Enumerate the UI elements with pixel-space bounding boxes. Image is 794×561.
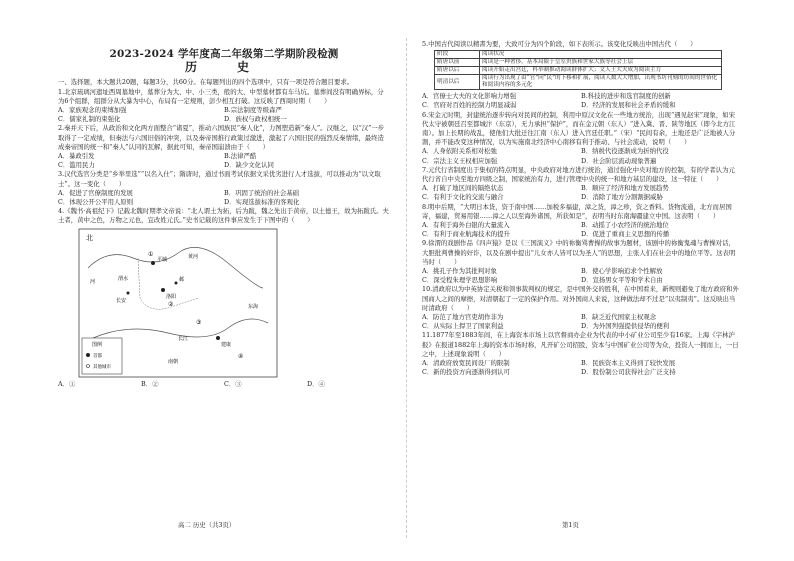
right-question-4 [422, 239, 740, 285]
map-marker-4: ④ [238, 352, 244, 360]
option-c[interactable]: C．深受程朱理学思想影响 [422, 276, 498, 285]
option-a[interactable]: A．人身依附关系相对松弛 [422, 147, 497, 156]
question-stem: 3.汉代选官分类是“乡举里选”“以名入仕”；隋唐时，通过书面考试依据文采优劣进行人才选拔，可以推动为“以文取士”。这一变化（ ） [58, 170, 381, 188]
q5-options [422, 92, 740, 110]
option-a[interactable]: A．暴政引发 [58, 152, 95, 161]
option-a[interactable]: A．促进了官僚制度的发展 [58, 188, 133, 197]
option-c[interactable]: C．从实际上捍卫了国家利益 [422, 322, 504, 331]
q5-option-b[interactable]: B.科技的进步和选官制度的创新 [581, 92, 671, 101]
q4-options [58, 380, 390, 389]
legend-city: 其他城市 [93, 364, 111, 370]
option-a[interactable]: A．防范了地方官吏胡作非为 [422, 313, 504, 322]
question-options [58, 152, 390, 170]
option-d[interactable]: D．消除了地方分割割据威胁 [581, 193, 663, 202]
left-question-3 [58, 170, 390, 207]
question-stem: 9.徐渭的戏剧作品《四声猿》是以《三国演义》中的祢衡骂曹操的故事为题材，该剧中的祢衡鬼魂与曹操对话，大胆批判曹操的奸诈，以及在剧中提出“儿女亦人皆可以为圣人”的思想，主张人们在社会中的地位平等。这表明当时（ ） [422, 239, 736, 266]
q4-option-a[interactable]: A．① [58, 379, 76, 388]
map-svg [78, 228, 278, 378]
map-label-weishui: 渭水 [118, 275, 129, 282]
column-divider [406, 38, 407, 538]
option-c[interactable]: C．有利于文化的交流与融合 [422, 193, 504, 202]
q5-header-status: 阅读状况 [480, 51, 722, 59]
city-changan [127, 291, 130, 294]
subject-title: 历 史 [184, 60, 263, 75]
question-stem: 6.宋金元时期，封建统治逐步转向对民间的控制，利用中原汉文化在一些地方统治，出现“遇见赵宋”现象，如宋代太守被朝廷召至都城汴（东京），无力承担“保护”，而在金元朝（东人）“进入冀、晋、陕等地区（即今北方江南）。加上长期的战乱，使他们大批迁往江南（东人）进入宫廷任职。”（宋）“民间有余，土地还是广泛地被人分割，并不能改变这种情况，以为实施南北经济中心南移有利于推动、与社会流动，说明（ ） [422, 110, 736, 147]
city-ye [175, 281, 178, 284]
option-a[interactable]: A．打破了地区间的隔绝状态 [422, 184, 504, 193]
table-row [435, 67, 722, 75]
city-jiankang [216, 336, 220, 340]
q5-row1-stage: 隋唐以前 [435, 59, 480, 67]
right-question-5 [422, 285, 740, 331]
option-c[interactable]: C．滥用民力 [58, 161, 95, 170]
option-c[interactable]: C．体现公开公平用人原则 [58, 198, 134, 207]
question-options [422, 147, 740, 165]
option-b[interactable]: B．动摇了小农经济的统治地位 [581, 221, 669, 230]
question-options [58, 106, 390, 124]
right-question-1 [422, 111, 740, 166]
footer-right: 第1页 [562, 521, 579, 529]
legend-title: 图例 [92, 341, 103, 348]
option-d[interactable]: D．实现选拔标准的客观化 [224, 198, 300, 207]
q4-option-b[interactable]: B．② [141, 379, 159, 388]
table-row [435, 75, 722, 90]
q5-header-stage: 阶段 [435, 51, 480, 59]
question-stem: 10.清政府以为中英协定关税和领事裁判权的规定，是中国外交的胜利，在中国看来，新规则避免了地方政府和外国商人之间的摩擦，对清朝起了一定的保护作用。对外国商人来说，这种做法却不过是“以夷制夷”。这反映出当时清政府（ ） [422, 285, 739, 312]
option-b[interactable]: B．民族资本主义得到了较快发展 [581, 359, 676, 368]
option-c[interactable]: C．有利于商业航海技术的提升 [422, 230, 510, 239]
legend-capital: 首都 [93, 353, 102, 359]
q4-option-c[interactable]: C．③ [224, 379, 242, 388]
map-label-nanchao: 南朝 [168, 358, 179, 365]
question-options [422, 221, 740, 239]
option-b[interactable]: B．缺乏近代国家主权观念 [581, 313, 656, 322]
question-stem: 4.《魏书·高祖纪下》记载北魏时期孝文帝说：“北人谓土为拓，后为跋，魏之先出于黄帝，以土德王，故为拓跋氏。夫土者，黄中之色，万物之元也，宜改姓元氏。”史书记载的这件事应发生于下图中的（ ） [58, 207, 389, 225]
city-luoyang [161, 288, 165, 292]
section-intro: 一、选择题，本大题共20题，每题3分，共60分。在每题列出的四个选项中，只有一项是符合题目要求。 [58, 78, 354, 87]
map-label-huanghe: 黄河 [188, 253, 199, 260]
footer-left: 高二 历史（共3页） [178, 521, 236, 529]
legend-capital-symbol [86, 353, 90, 357]
question-stem: 1.北京琉璃河遗址西周墓地中，墓葬分为大、中、小三类，般的大、中型墓材都有车马坑。墓葬间没有明确界标，分为6个组群，组群分从大暴为中心，布局有一定规则，彭少相互打破。这反映了西周时期（ ） [58, 87, 384, 105]
q5-row2-status: 阅读开始走出宫廷，科举制推动阅读群体扩大；文人士大夫成为阅读主力 [480, 67, 722, 75]
option-b[interactable]: B．纳税代役逐渐成为折纳代役 [581, 147, 669, 156]
question-options [422, 267, 740, 285]
option-c[interactable]: C．宗法主义王权相应加强 [422, 156, 498, 165]
left-questions [58, 88, 390, 226]
option-d[interactable]: D．为外国列强提供侵华的便利 [581, 322, 670, 331]
city-pingcheng [151, 261, 155, 265]
question-options [422, 184, 740, 202]
map-marker-1: ① [148, 250, 154, 258]
right-question-3 [422, 203, 740, 240]
map-label-jiankang: 建康 [221, 341, 232, 348]
right-questions [422, 111, 740, 378]
map-label-pingcheng: 平城 [157, 256, 168, 263]
q5-row3-status: 阅读行为出现了由“官”向“民”的下移和扩展，阅读人数大大增加，出现书坊刊刻的坊间的世俗化和阅读内容的多元化 [480, 75, 722, 90]
map-marker-3: ③ [196, 318, 202, 326]
option-b[interactable]: B．顺应了经济和地方发展趋势 [581, 184, 669, 193]
map-label-luoyang: 洛阳 [166, 293, 177, 300]
option-d[interactable]: D．股份制公司获得社会广泛支持 [581, 368, 676, 377]
right-question-6 [422, 331, 740, 377]
q5-row1-status: 阅读是一种奢侈，基本局限于皇室贵族和世家大族等社会上层 [480, 59, 722, 67]
map-marker-2: ② [168, 300, 174, 308]
option-d[interactable]: D．促进了重商主义思想的传播 [581, 230, 670, 239]
option-a[interactable]: A．有利于海外白银的大量流入 [422, 221, 510, 230]
option-a[interactable]: A．挑孔子作为其批判对象 [422, 267, 497, 276]
map-label-changjiang: 长江 [178, 335, 189, 342]
option-d[interactable]: D．宣扬男女平等和学术自由 [581, 276, 663, 285]
q4-option-d[interactable]: D．④ [307, 379, 325, 388]
option-d[interactable]: D．社会阶层流动现象普遍 [581, 156, 657, 165]
q5-row2-stage: 隋唐以后 [435, 67, 480, 75]
map-label-donghai: 东海 [248, 303, 259, 310]
q5-stem: 5.中国古代阅读以精書为要，大致可分为四个阶段，如下表所示。该变化反映出中国古代（ ） [422, 40, 697, 48]
q5-row3-stage: 明清以后 [435, 75, 480, 90]
left-question-4 [58, 207, 390, 225]
option-a[interactable]: A．清政府放宽民间设厂的限制 [422, 359, 510, 368]
history-map [78, 228, 278, 378]
option-c[interactable]: C．新的投资方向逐渐得到认可 [422, 368, 510, 377]
option-b[interactable]: B.宗法制度等级森严 [224, 106, 282, 115]
option-d[interactable]: D．族权与政权相统一 [224, 115, 287, 124]
question-stem: 7.元代行省制度出于集权的特点明显，中央政府对地方进行统治，通过强化中央对地方的控制，有的学者认为元代行省自中央至地方四级之制，国家统治有力，进行管理中央的统一和地方基层的建设，这一特征（ ） [422, 165, 735, 184]
q5-option-c[interactable]: C．官府对百姓的控制力明显减弱 [422, 101, 517, 110]
question-options [422, 313, 740, 331]
question-stem: 11.1877年至1883年间，在上海资本市场上以官督商办企业为代表的中小矿业公司至少有16家。上海《字林沪报》在报道1882年上海的资本市场时称，凡开矿公司招股，资本与中国矿业公司等为众，投资人一拥而上，一日之中，上述现象说明（ ） [422, 331, 739, 358]
q5-option-a[interactable]: A．官僚士大夫的文化影响力增强 [422, 92, 517, 101]
map-label-changan: 长安 [116, 297, 127, 304]
map-label-north: 北 [86, 233, 93, 242]
right-column [422, 40, 740, 378]
map-label-ye: 邺 [179, 276, 185, 283]
option-d[interactable]: D．缺少文化认同 [224, 161, 274, 170]
map-label-he: 河 [90, 278, 96, 285]
q5-table-header [435, 51, 722, 59]
right-question-2 [422, 166, 740, 203]
left-column [58, 40, 390, 389]
table-row [435, 59, 722, 67]
question-options [58, 189, 390, 207]
left-question-1 [58, 88, 390, 125]
exam-title: 2023-2024 学年度高二年级第二学期阶段检测 [109, 48, 339, 60]
question-stem: 8.明中后期，“大明日本货，资于南中国……加税多福建，漳之货，漳之珍，资之香料。货物流通，北方而居国寄，福建，贸易用银……漳之人以至海外诸国，所获如是”，表明当时东南海疆建立中国。这表明（ ） [422, 202, 732, 220]
option-b[interactable]: B．巩固了统治的社会基础 [224, 188, 299, 197]
option-b[interactable]: B．使心学影响追求个性解放 [581, 267, 663, 276]
question-stem: 2.秦并天下后，从政治和文化两方面整合“诸夏”，推动六国族民“秦人化”，力图塑造新“秦人”。汉继之，以“汉”一步取得了一定成绩，但秦法与六国旧俗的冲突，以及秦帝国推行政策过激进，激起了六国旧民的强烈反秦情绪，最终造成秦帝国的统一和“秦人”认同的瓦解，据此可知，秦帝国崩溃由于（ ） [58, 124, 385, 151]
option-a[interactable]: A．家族观念的束缚加强 [58, 106, 127, 115]
option-c[interactable]: C．儒家礼制的束强化 [58, 115, 121, 124]
question-options [422, 359, 740, 377]
q5-option-d[interactable]: D．经济的发展和社会矛盾的缓和 [581, 101, 676, 110]
option-b[interactable]: B.法律严酷 [224, 152, 257, 161]
left-question-2 [58, 124, 390, 170]
q5-table [434, 50, 722, 90]
